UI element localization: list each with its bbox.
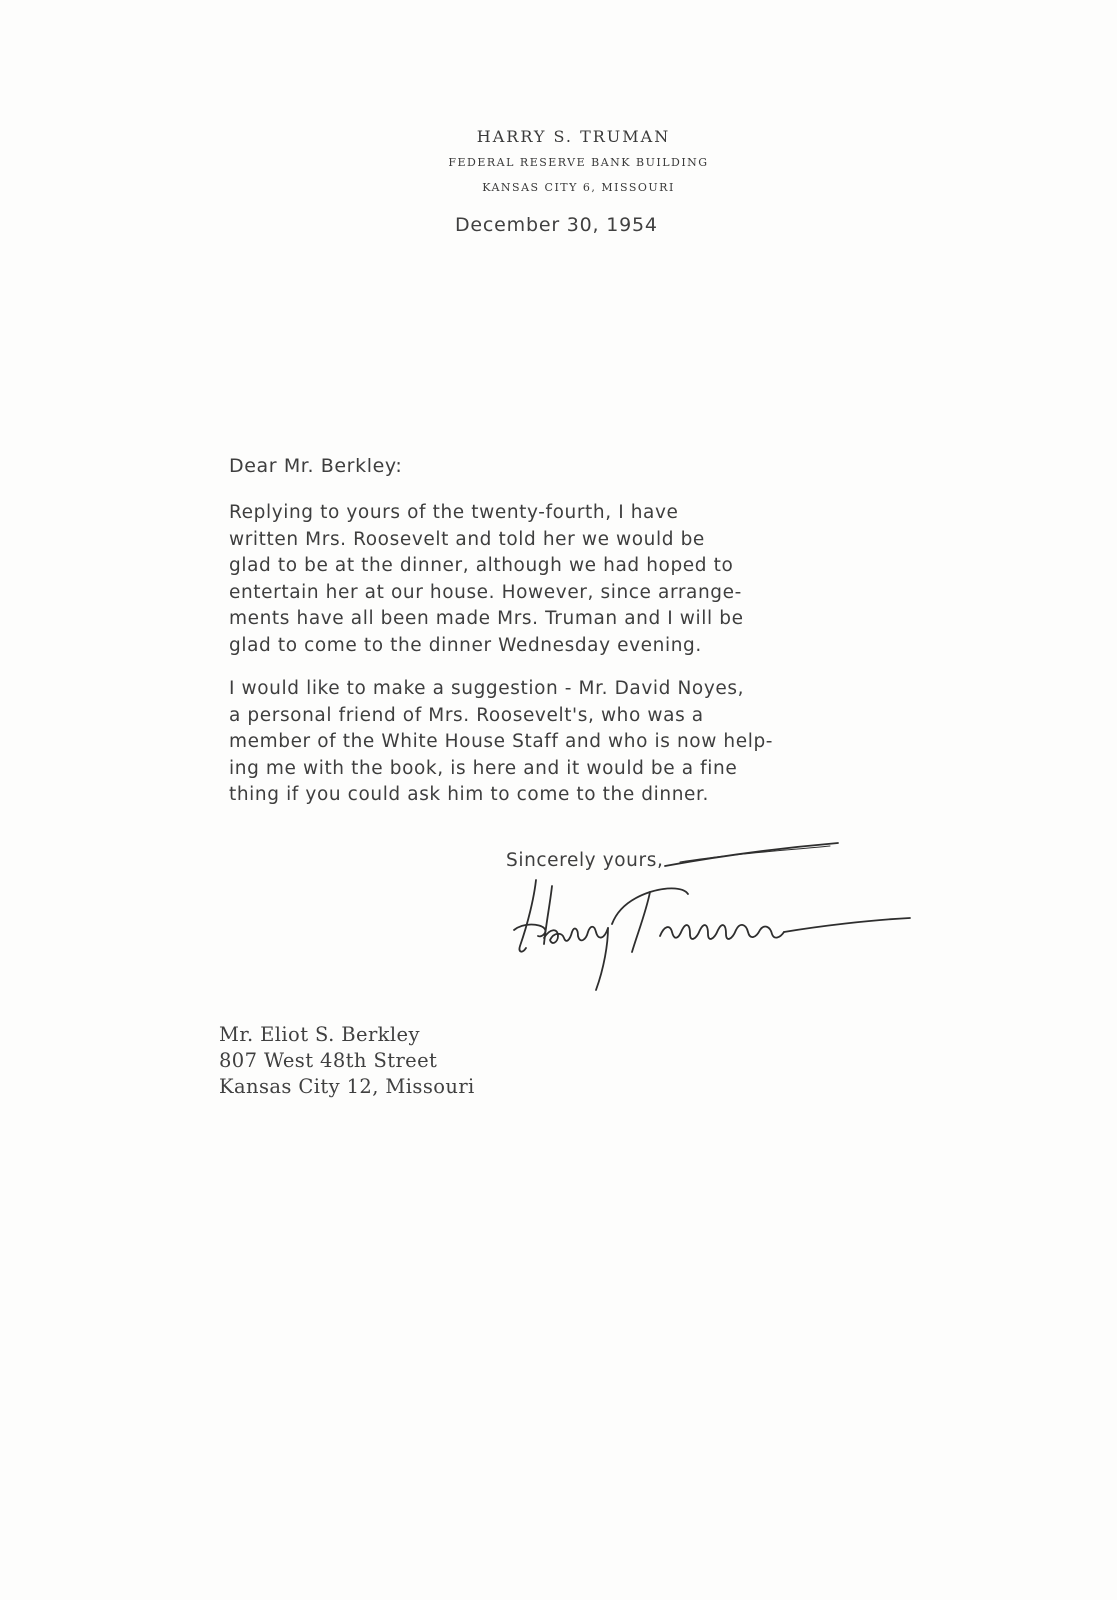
- letterhead-name: HARRY S. TRUMAN: [476, 127, 671, 146]
- recipient-name: Mr. Eliot S. Berkley: [219, 1023, 420, 1046]
- recipient-address: [219, 1022, 475, 1100]
- paragraph-line: glad to come to the dinner Wednesday evening.: [229, 634, 702, 656]
- paragraph-line: thing if you could ask him to come to the dinner.: [229, 784, 710, 806]
- paragraph-line: member of the White House Staff and who is now help-: [229, 731, 774, 753]
- recipient-street: 807 West 48th Street: [219, 1049, 438, 1072]
- closing: Sincerely yours,: [506, 850, 664, 871]
- salutation: Dear Mr. Berkley:: [229, 455, 403, 477]
- handwritten-signature: [500, 828, 950, 1008]
- body-paragraph-1: [229, 500, 929, 660]
- paragraph-line: a personal friend of Mrs. Roosevelt's, who was a: [229, 704, 704, 726]
- paragraph-line: Replying to yours of the twenty-fourth, I have: [229, 502, 679, 523]
- letterhead-address-line-1: FEDERAL RESERVE BANK BUILDING: [448, 156, 709, 169]
- paragraph-line: ing me with the book, is here and it would be a fine: [229, 757, 738, 779]
- paragraph-line: ments have all been made Mrs. Truman and I will be: [229, 608, 744, 630]
- letter-date: December 30, 1954: [455, 214, 658, 236]
- paragraph-line: glad to be at the dinner, although we had hoped to: [229, 555, 734, 577]
- paragraph-line: I would like to make a suggestion - Mr. David Noyes,: [229, 678, 745, 699]
- paragraph-line: entertain her at our house. However, since arrange-: [229, 581, 742, 603]
- recipient-city: Kansas City 12, Missouri: [219, 1075, 475, 1098]
- paragraph-line: written Mrs. Roosevelt and told her we would be: [229, 528, 705, 550]
- body-paragraph-2: [229, 676, 929, 809]
- letterhead-address-line-2: KANSAS CITY 6, MISSOURI: [482, 181, 675, 194]
